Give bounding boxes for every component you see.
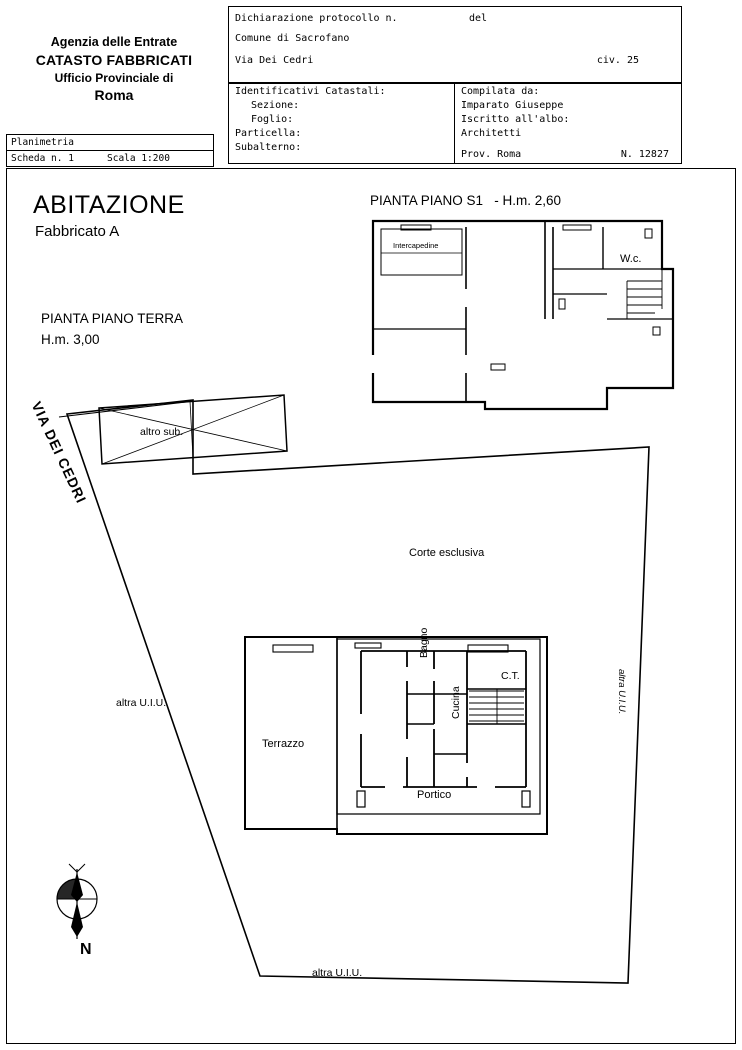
prov-value: Prov. Roma	[461, 149, 522, 160]
planimetria-box	[6, 134, 214, 167]
label-bagno: Bagno	[418, 627, 430, 658]
iscritto-label: Iscritto all'albo:	[461, 114, 570, 125]
page-title: ABITAZIONE	[33, 191, 185, 219]
ground-floor-building	[245, 637, 547, 834]
label-altro-sub: altro sub.	[140, 426, 184, 438]
label-cucina: Cucina	[450, 686, 462, 719]
label-ct: C.T.	[501, 670, 520, 682]
label-intercapedine: Intercapedine	[393, 241, 439, 250]
identificativi-subalterno: Subalterno:	[235, 142, 302, 153]
north-label: N	[80, 941, 92, 958]
building-label: Fabbricato A	[35, 223, 120, 240]
label-corte-esclusiva: Corte esclusiva	[409, 547, 485, 559]
identificativi-title: Identificativi Catastali:	[235, 86, 386, 97]
via-value: Via Dei Cedri	[235, 55, 314, 66]
planimetria-scheda: Scheda n. 1	[11, 153, 74, 164]
cadastral-table	[228, 82, 682, 164]
planimetria-title: Planimetria	[7, 135, 213, 151]
street-name-label: VIA DEI CEDRI	[28, 399, 90, 506]
compilata-name: Imparato Giuseppe	[461, 100, 564, 111]
comune-value: Comune di Sacrofano	[235, 33, 350, 44]
civico-value: civ. 25	[596, 55, 639, 66]
drawing-frame	[6, 168, 736, 1044]
compass-rose	[57, 864, 97, 939]
table-divider	[454, 83, 455, 163]
agency-office: Ufficio Provinciale di	[54, 70, 174, 85]
declaration-table	[228, 6, 682, 84]
label-altra-uiu-left: altra U.I.U.	[116, 697, 167, 709]
albo-value: Architetti	[461, 128, 522, 139]
ground-floor-height: H.m. 3,00	[41, 332, 100, 347]
label-portico: Portico	[417, 789, 452, 801]
identificativi-column	[235, 83, 453, 153]
lot-boundary	[59, 400, 649, 983]
label-wc: W.c.	[620, 253, 642, 265]
identificativi-sezione: Sezione:	[251, 100, 300, 111]
identificativi-foglio: Foglio:	[251, 114, 294, 125]
agency-block	[8, 34, 220, 105]
document-header	[0, 0, 742, 168]
floor-plan-drawing	[7, 169, 735, 1043]
ground-floor-title: PIANTA PIANO TERRA	[41, 311, 184, 326]
identificativi-particella: Particella:	[235, 128, 302, 139]
compilata-column	[461, 83, 675, 160]
label-altra-uiu-right: altra U.I.U.	[616, 669, 627, 715]
albo-number: N. 12827	[620, 149, 669, 160]
agency-department: CATASTO FABBRICATI	[35, 51, 193, 68]
basement-plan-title: PIANTA PIANO S1 - H.m. 2,60	[370, 193, 562, 208]
protocol-del-label: del	[469, 13, 488, 24]
planimetria-scala: Scala 1:200	[107, 153, 170, 164]
agency-city: Roma	[94, 86, 134, 103]
compilata-title: Compilata da:	[461, 86, 540, 97]
label-altra-uiu-bottom: altra U.I.U.	[312, 967, 363, 979]
protocol-label: Dichiarazione protocollo n.	[235, 13, 398, 24]
label-terrazzo: Terrazzo	[262, 738, 305, 750]
agency-name: Agenzia delle Entrate	[50, 35, 178, 49]
